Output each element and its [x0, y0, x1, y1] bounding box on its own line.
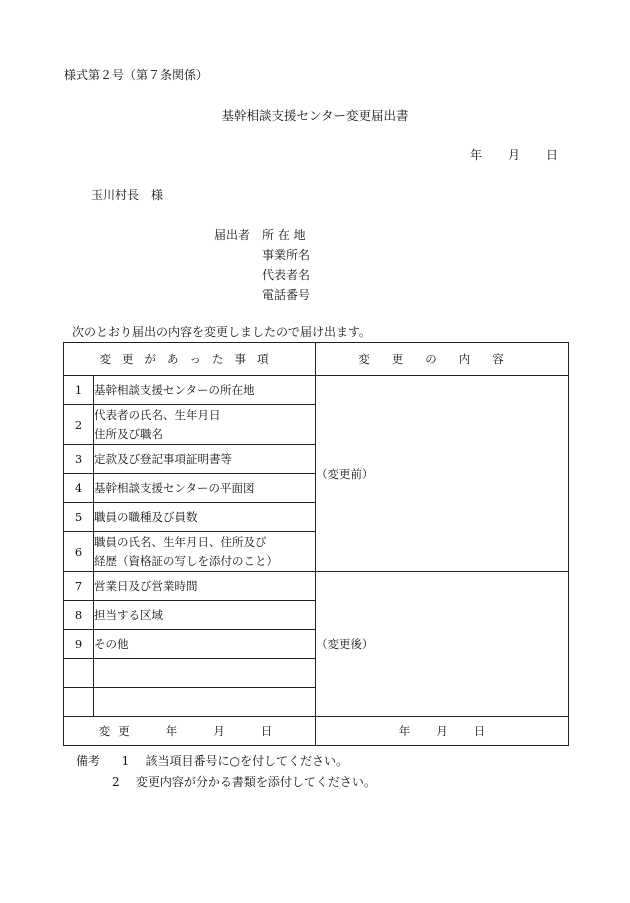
row-number: 7 [64, 572, 94, 601]
row-item: 担当する区域 [94, 601, 316, 630]
notifier-label: 届出者 [214, 228, 251, 242]
date-day: 日 [545, 148, 558, 162]
row-number: 3 [64, 445, 94, 474]
row-number [64, 688, 94, 717]
row-number: 5 [64, 503, 94, 532]
effective-month: 月 [436, 724, 448, 738]
table-row [64, 572, 569, 601]
effective-date-cell [316, 717, 569, 746]
row-number: 6 [64, 532, 94, 572]
header-change-content: 変更の内容 [316, 343, 569, 376]
remarks-line-1 [76, 752, 348, 769]
remark-number: 1 [121, 754, 130, 768]
row-number [64, 659, 94, 688]
field-office-name: 事業所名 [262, 248, 311, 262]
row-item-line: 住所及び職名 [94, 426, 163, 441]
remark-text: 該当項目番号に○を付してください。 [145, 754, 348, 768]
form-number: 様式第２号（第７条関係） [64, 68, 209, 82]
table-footer-row [64, 717, 569, 746]
field-address: 所 在 地 [262, 228, 306, 242]
row-item [94, 532, 316, 572]
row-number: 9 [64, 630, 94, 659]
row-number: 1 [64, 376, 94, 405]
row-item-line: 代表者の氏名、生年月日 [94, 407, 221, 422]
field-representative: 代表者名 [262, 268, 311, 282]
change-month: 月 [213, 724, 233, 738]
addressee: 玉川村長 様 [91, 188, 164, 202]
row-item: 職員の職種及び員数 [94, 503, 316, 532]
effective-day: 日 [473, 724, 486, 738]
row-item [94, 688, 316, 717]
change-table [63, 342, 569, 746]
row-item: 営業日及び営業時間 [94, 572, 316, 601]
change-day: 日 [260, 724, 281, 738]
intro-text: 次のとおり届出の内容を変更しましたので届け出ます。 [72, 325, 372, 339]
before-label: （変更前） [316, 466, 374, 481]
effective-year: 年 [398, 724, 411, 738]
row-item: 定款及び登記事項証明書等 [94, 445, 316, 474]
row-item-line: 職員の氏名、生年月日、住所及び [94, 534, 267, 549]
after-content-cell [316, 572, 569, 717]
row-number: 4 [64, 474, 94, 503]
row-item-line: 経歴（資格証の写しを添付のこと） [94, 553, 278, 568]
row-item: 基幹相談支援センターの所在地 [94, 376, 316, 405]
row-item [94, 659, 316, 688]
field-phone: 電話番号 [262, 288, 311, 302]
date-year: 年 [470, 148, 483, 162]
header-changed-items: 変更があった事項 [64, 343, 316, 376]
change-year: 年 [165, 724, 186, 738]
remarks-label: 備考 [76, 754, 101, 768]
date-month: 月 [507, 148, 520, 162]
remark-text: 変更内容が分かる書類を添付してください。 [135, 775, 376, 789]
after-label: （変更後） [316, 637, 374, 651]
document-title: 基幹相談支援センター変更届出書 [221, 108, 409, 123]
change-date-cell [64, 717, 316, 746]
submission-date [470, 146, 558, 163]
table-row [64, 376, 569, 405]
change-label: 変更 [98, 724, 138, 738]
remarks-line-2 [112, 773, 376, 790]
remark-number: 2 [112, 775, 120, 789]
row-item [94, 405, 316, 445]
row-item: 基幹相談支援センターの平面図 [94, 474, 316, 503]
row-number: 8 [64, 601, 94, 630]
before-content-cell [316, 376, 569, 572]
row-number: 2 [64, 405, 94, 445]
table-header-row [64, 343, 569, 376]
row-item: その他 [94, 630, 316, 659]
